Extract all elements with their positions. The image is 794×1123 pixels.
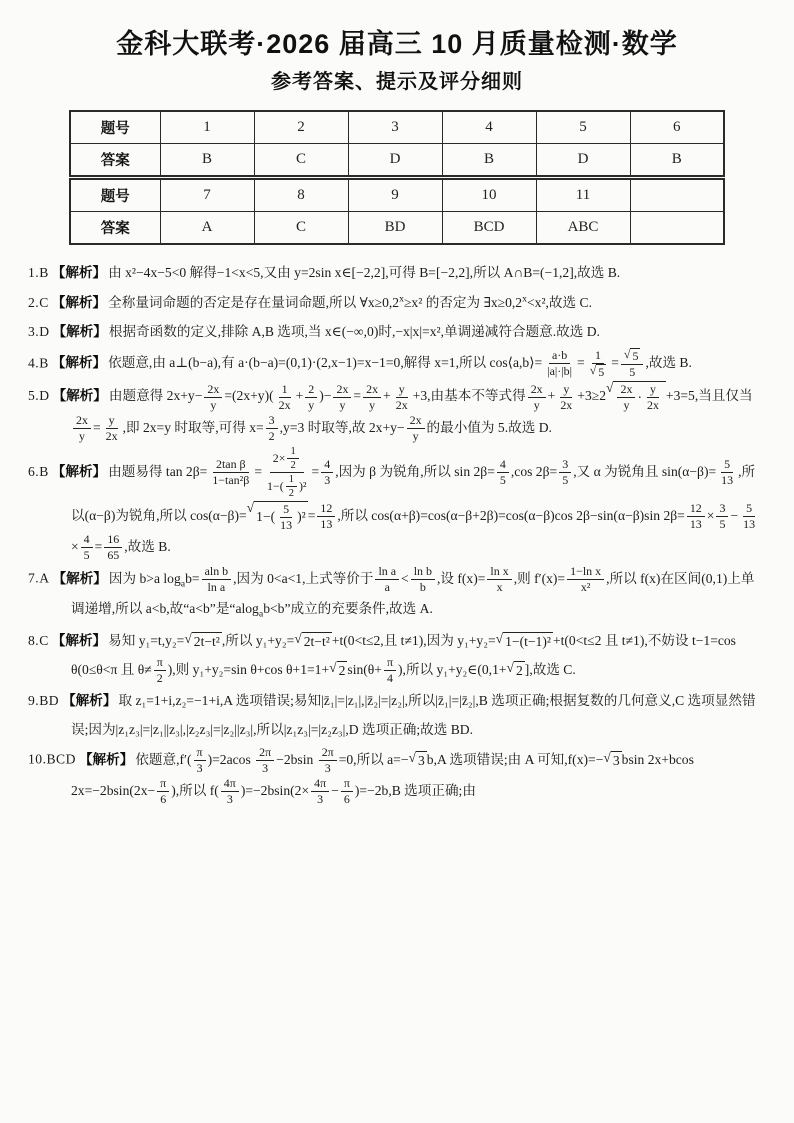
fraction-denominator: 13 (280, 517, 293, 532)
fraction (202, 564, 232, 595)
fraction-denominator: 13 (689, 517, 702, 532)
table-cell: B (630, 144, 724, 178)
square-root (409, 751, 427, 770)
table-cell: 6 (630, 111, 724, 144)
fraction-numerator: π (157, 776, 169, 792)
fraction (321, 457, 333, 488)
fraction (384, 655, 396, 686)
fraction (716, 501, 728, 532)
table-cell (630, 178, 724, 212)
analysis-label: 【解析】 (51, 355, 107, 371)
fraction (104, 532, 122, 563)
square-root (329, 661, 347, 680)
fraction-numerator: 4π (221, 776, 239, 792)
fraction-numerator: 2x (333, 382, 351, 398)
fraction (567, 564, 604, 595)
fraction-denominator: 2x (105, 429, 118, 443)
solution-number: 7.A (28, 570, 50, 586)
fraction-denominator: y (339, 397, 346, 412)
fraction-numerator: π (154, 655, 166, 671)
fraction-numerator: ln b (411, 564, 435, 580)
fraction-denominator: 2x (560, 397, 573, 412)
table-cell: 1 (160, 111, 254, 144)
table-row (70, 111, 724, 144)
solution-item (28, 259, 766, 288)
square-root (590, 364, 607, 381)
solution-item (28, 445, 766, 563)
table-cell (630, 212, 724, 245)
fraction-denominator: 3 (324, 761, 331, 776)
fraction-numerator: 3 (559, 457, 571, 473)
fraction-denominator: 3 (317, 791, 324, 806)
fraction-numerator: π (384, 655, 396, 671)
fraction-denominator: ln a (207, 580, 226, 595)
radical-sign: √ (408, 750, 416, 766)
fraction (317, 501, 335, 532)
fraction-numerator: aln b (202, 564, 232, 580)
solution-number: 10.BCD (28, 751, 76, 767)
table-cell: 5 (536, 111, 630, 144)
fraction-numerator: 2tan β (213, 457, 249, 473)
fraction-numerator: 1 (287, 445, 298, 459)
radicand: 2t−t² (193, 634, 220, 650)
fraction-denominator: 3 (226, 791, 233, 806)
square-root (624, 348, 641, 365)
analysis-label: 【解析】 (51, 632, 107, 648)
radical-sign: √ (606, 380, 614, 396)
subscript: a (258, 609, 264, 621)
fraction (617, 382, 635, 413)
fraction-numerator: 1 (286, 473, 297, 487)
fraction-denominator: 1−tan²β (212, 473, 250, 488)
table-cell: B (442, 144, 536, 178)
fraction (154, 655, 166, 686)
solution-number: 8.C (28, 632, 49, 648)
fraction (204, 382, 222, 413)
table-cell: D (348, 144, 442, 178)
table-cell: ABC (536, 212, 630, 245)
fraction (209, 457, 252, 488)
fraction-denominator: 2 (290, 460, 296, 472)
solution-text: 由题易得 tan 2β= $\frac{\text{2tan β}}{\text{1−tan²β}}$ = 2× $\frac{1}{2}$ 1−( $\frac{1}{2}$ )² = $\frac{4}{3}$ ,因为 β 为锐角,所以 sin 2β= $\frac{4}{5}$ ,cos 2β= $\frac{3}{5}$ ,又 α 为锐角且 sin(α−β)= $\frac{5}{13}$ ,所以(α−β)为锐角,所以 cos(α−β)= √ 1−( $\frac{5}{13}$ )² = $\frac{12}{13}$ ,所以 cos(α+β)=cos(α−β+2β)=cos(α−β)cos 2β−sin(α−β)sin 2β= $\frac{12}{13}$ × $\frac{3}{5}$ − $\frac{5}{13}$ × $\frac{4}{5}$ = $\frac{16}{65}$ ,故选 B. (71, 464, 760, 554)
solution-item (28, 745, 766, 807)
solution-list (28, 259, 766, 807)
fraction (621, 348, 644, 381)
table-cell: 11 (536, 178, 630, 212)
solution-text: 易知 y₁=t,y₂= √ 2t−t² ,所以 y₁+y₂= √ 2t−t² +t(0<t≤2,且 t≠1),因为 y₁+y₂= √ 1−(t−1)² +t(0<t≤2 且 t≠1),不妨设 t−1=cos θ(0≤θ<π 且 θ≠ $\frac{\pi}{2}$ ),则 y₁+y₂=sin θ+cos θ+1=1+ √ 2 sin(θ+ $\frac{\pi}{4}$ ),所以 y₁+y₂∈(0,1+ √ 2 ],故选 C. (71, 631, 736, 686)
fraction-numerator: 5 (743, 501, 755, 517)
solution-text: 全称量词命题的否定是存在量词命题,所以 $\forall x\ge 0,2^x\ge x^2$ 的否定为 $\exists x\ge 0,2^x<x^2$,故选 C. (108, 293, 592, 310)
fraction-denominator: y (210, 397, 217, 412)
radical-sign: √ (495, 631, 504, 647)
solution-number: 4.B (28, 355, 49, 371)
fraction-denominator: x (496, 580, 503, 595)
fraction-numerator: 1−ln x (567, 564, 604, 580)
square-root (603, 751, 621, 770)
radical-sign: √ (623, 346, 631, 361)
fraction (363, 382, 381, 413)
analysis-label: 【解析】 (78, 751, 134, 767)
fraction-denominator: y (308, 397, 315, 412)
fraction-numerator: 4 (81, 532, 93, 548)
fraction-numerator: 2π (256, 745, 274, 761)
fraction (287, 445, 298, 472)
table-cell: B (160, 144, 254, 178)
fraction-denominator: |a|·|b| (547, 364, 573, 379)
radicand: 3 (418, 753, 425, 769)
fraction (528, 382, 546, 413)
fraction-denominator: y (412, 429, 419, 443)
fraction-numerator: 1 (279, 382, 291, 398)
page-subtitle: 参考答案、提示及评分细则 (271, 71, 523, 93)
fraction-numerator: 4 (321, 457, 333, 473)
superscript: x (522, 293, 527, 305)
radicand: 2t−t² (303, 634, 330, 650)
fraction-numerator: 4 (497, 457, 509, 473)
square-root (606, 381, 666, 413)
solution-number: 3.D (28, 324, 50, 340)
radical-sign: √ (506, 660, 514, 676)
fraction-denominator: 5 (83, 548, 90, 563)
solution-item (28, 381, 766, 444)
fraction (644, 382, 662, 413)
table-cell: C (254, 144, 348, 178)
fraction-denominator: 3 (262, 761, 269, 776)
solution-text: 由题意得 2x+y− $\frac{2x}{y}$ =(2x+y)( $\frac{1}{2x}$ + $\frac{2}{y}$ )− $\frac{2x}{y}$ = $\frac{2x}{y}$ + $\frac{y}{2x}$ +3,由基本不等式得 $\frac{2x}{y}$ + $\frac{y}{2x}$ +3≥2 √ $\frac{2x}{y}$ · $\frac{y}{2x}$ +3=5,当且仅当 $\frac{2x}{y}$ = $\frac{y}{2x}$ ,即 2x=y 时取等,可得 x= $\frac{3}{2}$ ,y=3 时取等,故 2x+y− $\frac{2x}{y}$ 的最小值为 5.故选 D. (71, 388, 753, 434)
radicand: $\frac{2x}{y}$ · $\frac{y}{2x}$ (613, 381, 665, 413)
radical-sign: √ (603, 750, 611, 766)
radical-sign: √ (184, 631, 192, 647)
solution-item (28, 318, 766, 347)
analysis-label: 【解析】 (51, 265, 107, 280)
solution-number: 2.C (28, 294, 49, 310)
fraction (81, 532, 93, 563)
solution-text: 根据奇函数的定义,排除 A,B 选项,当 x∈(−∞,0)时,−x|x|=x²,单调递减符合题意.故选 D. (108, 324, 600, 340)
radical-sign: √ (246, 499, 255, 515)
fraction-numerator: 2x (407, 413, 425, 429)
analysis-label: 【解析】 (52, 388, 107, 404)
table-row (70, 212, 724, 245)
fraction-denominator: 3 (324, 473, 331, 488)
radical-sign: √ (294, 631, 302, 647)
fraction (718, 457, 736, 488)
square-root (507, 661, 525, 680)
fraction (157, 776, 169, 807)
radicand: 3 (612, 753, 620, 769)
solution-item (28, 627, 766, 686)
solution-number: 5.D (28, 388, 50, 404)
fraction-denominator: x² (580, 580, 591, 595)
radical-sign: √ (589, 362, 597, 377)
fraction (407, 413, 425, 444)
fraction-denominator: y (369, 397, 376, 412)
fraction-numerator: ln x (487, 564, 511, 580)
solution-number: 9.BD (28, 693, 60, 709)
fraction (393, 382, 411, 413)
fraction-numerator: 2× $\frac{1}{2}$ (270, 445, 304, 473)
analysis-label: 【解析】 (62, 693, 117, 709)
analysis-label: 【解析】 (51, 463, 107, 479)
fraction-denominator: 2x (646, 398, 659, 413)
fraction-denominator: 2 (268, 429, 275, 443)
fraction-numerator: 2x (73, 413, 91, 429)
fraction (559, 457, 571, 488)
fraction (276, 382, 294, 413)
fraction-denominator: 6 (343, 791, 350, 806)
radicand: 2 (516, 663, 523, 679)
table-header-cell: 题号 (70, 178, 160, 212)
fraction (411, 564, 435, 595)
fraction (264, 445, 310, 501)
answer-table (69, 110, 725, 245)
solution-item (28, 687, 766, 744)
analysis-label: 【解析】 (52, 570, 107, 586)
fraction-numerator: 2 (305, 382, 317, 398)
fraction-numerator: ln a (375, 564, 399, 580)
fraction-numerator: 12 (317, 501, 335, 517)
fraction (305, 382, 317, 413)
fraction-denominator: 5 (719, 517, 726, 532)
radicand: 1−( $\frac{5}{13}$ )² (256, 501, 306, 532)
fraction-numerator: 5 (280, 502, 292, 518)
fraction (194, 745, 206, 776)
table-cell: BCD (442, 212, 536, 245)
fraction (311, 776, 329, 807)
fraction-numerator: y (560, 382, 572, 398)
fraction-numerator: 2x (363, 382, 381, 398)
fraction-numerator: 3 (266, 413, 278, 429)
table-cell: 10 (442, 178, 536, 212)
fraction (740, 501, 758, 532)
fraction-denominator: y (623, 398, 630, 413)
fraction-numerator: 1 (592, 348, 604, 364)
solution-item (28, 289, 766, 318)
solution-item (28, 564, 766, 625)
fraction (557, 382, 575, 413)
fraction-numerator: a·b (549, 348, 570, 364)
fraction-denominator: 65 (107, 548, 120, 563)
fraction-denominator: 13 (320, 517, 333, 532)
fraction (266, 413, 278, 444)
fraction-denominator: y (78, 429, 85, 443)
fraction-denominator: a (384, 580, 390, 595)
square-root (247, 501, 308, 533)
table-cell: 8 (254, 178, 348, 212)
solution-text: 由 x²−4x−5<0 解得−1<x<5,又由 y=2sin x∈[−2,2],可得 B=[−2,2],所以 A∩B=(−1,2],故选 B. (108, 265, 621, 280)
fraction-denominator: 2 (156, 671, 163, 686)
page-title: 金科大联考·2026 届高三 10 月质量检测·数学 (116, 29, 678, 59)
radicand: 1−(t−1)² (505, 634, 551, 650)
fraction-numerator: 2π (319, 745, 337, 761)
square-root (184, 632, 222, 651)
fraction-denominator: 5 (562, 473, 569, 488)
fraction (256, 745, 274, 776)
fraction-denominator: b (419, 580, 426, 595)
fraction-numerator: π (341, 776, 353, 792)
fraction (277, 502, 295, 533)
fraction-numerator: 12 (687, 501, 705, 517)
fraction-denominator: 5 (629, 365, 636, 380)
superscript: x (399, 293, 404, 305)
fraction-denominator: 4 (387, 671, 393, 686)
table-row (70, 178, 724, 212)
fraction-numerator: 2x (528, 382, 546, 398)
fraction (286, 473, 297, 500)
fraction-numerator: 4π (311, 776, 329, 792)
solution-text: 因为 b>a $\log_ab=$ $\frac{\text{aln b}}{\text{ln a}}$ ,因为 0<a<1,上式等价于 $\frac{\text{ln a}}{a}$ < $\frac{\text{ln b}}{b}$ ,设 f(x)= $\frac{\text{ln x}}{x}$ ,则 f′(x)= $\frac{\text{1−ln x}}{\text{x²}}$ ,所以 f(x)在区间(0,1)上单调递增,所以 a<b,故“a<b”是“alog$_a$b<b”成立的充要条件,故选 A. (71, 564, 755, 621)
fraction-denominator: 2x (395, 397, 408, 412)
fraction (103, 413, 121, 444)
fraction-numerator: y (396, 382, 408, 398)
table-header-cell: 题号 (70, 111, 160, 144)
table-cell: 4 (442, 111, 536, 144)
table-cell: A (160, 212, 254, 245)
table-header-cell: 答案 (70, 144, 160, 178)
fraction-denominator: 3 (196, 761, 203, 776)
radicand: 5 (598, 364, 605, 379)
solution-text: 取 z₁=1+i,z₂=−1+i,A 选项错误;易知|z̄₁|=|z₁|,|z̄₂|=|z₂|,所以|z̄₁|=|z̄₂|,B 选项正确;根据复数的几何意义,C 选项显然错误;因为|z₁z₃|=|z₁||z₃|,|z₂z₃|=|z₂||z₃|,所以|z₁z₃|=|z₂z₃|,D 选项正确;故选 BD. (71, 693, 756, 737)
table-cell: 2 (254, 111, 348, 144)
fraction (221, 776, 239, 807)
fraction-numerator (621, 348, 644, 366)
fraction-numerator: 5 (721, 457, 733, 473)
table-cell: D (536, 144, 630, 178)
solution-number: 6.B (28, 463, 49, 479)
table-cell: 3 (348, 111, 442, 144)
fraction-numerator: y (647, 382, 659, 398)
fraction-denominator: 13 (721, 473, 734, 488)
square-root (294, 632, 332, 651)
radical-sign: √ (329, 660, 337, 676)
fraction-denominator: 5 (499, 473, 506, 488)
solution-item (28, 348, 766, 381)
analysis-label: 【解析】 (52, 324, 107, 340)
fraction-numerator: 2x (204, 382, 222, 398)
table-row (70, 144, 724, 178)
fraction (544, 348, 575, 379)
solution-text: 依题意,由 a⊥(b−a),有 a·(b−a)=(0,1)·(2,x−1)=x−1=0,解得 x=1,所以 cos⟨a,b⟩= $\frac{a\cdot b}{|a|\cdot|b|}$ = 1 √ 5 = √ 5 5 ,故选 B. (108, 346, 692, 380)
fraction (375, 564, 399, 595)
fraction (587, 348, 610, 381)
radicand: 5 (632, 348, 639, 363)
fraction (73, 413, 91, 444)
table-cell: 9 (348, 178, 442, 212)
fraction-numerator: 16 (104, 532, 122, 548)
fraction-denominator: 1−( $\frac{1}{2}$ )² (266, 474, 307, 500)
table-cell: BD (348, 212, 442, 245)
radicand: 2 (338, 663, 346, 679)
fraction (497, 457, 509, 488)
fraction-numerator: π (194, 745, 206, 761)
table-header-cell: 答案 (70, 212, 160, 245)
analysis-label: 【解析】 (51, 294, 107, 310)
table-cell: 7 (160, 178, 254, 212)
fraction-denominator: 6 (160, 791, 167, 806)
fraction-denominator (587, 364, 610, 381)
fraction-denominator: y (533, 397, 540, 412)
fraction (341, 776, 353, 807)
fraction (319, 745, 337, 776)
table-cell: C (254, 212, 348, 245)
fraction (333, 382, 351, 413)
fraction (687, 501, 705, 532)
solution-text: 依题意,f′( $\frac{\pi}{3}$ )=2acos $\frac{2\pi}{3}$ −2bsin $\frac{2\pi}{3}$ =0,所以 a=− √ 3 b,A 选项错误;由 A 可知,f(x)=− √ 3 bsin 2x+bcos 2x=−2bsin(2x− $\frac{\pi}{6}$ ),所以 f( $\frac{4\pi}{3}$ )=−2bsin(2× $\frac{4\pi}{3}$ − $\frac{\pi}{6}$ )=−2b,B 选项正确;由 (71, 745, 694, 806)
square-root (496, 632, 553, 651)
subscript: a (180, 578, 186, 590)
fraction (487, 564, 511, 595)
fraction-numerator: 2x (617, 382, 635, 398)
fraction-denominator: 2x (278, 397, 291, 412)
fraction-numerator: y (106, 413, 118, 429)
fraction-denominator: 2 (288, 488, 294, 500)
fraction-numerator: 3 (716, 501, 728, 517)
fraction-denominator: 13 (743, 517, 756, 532)
solution-number: 1.B (28, 265, 49, 280)
